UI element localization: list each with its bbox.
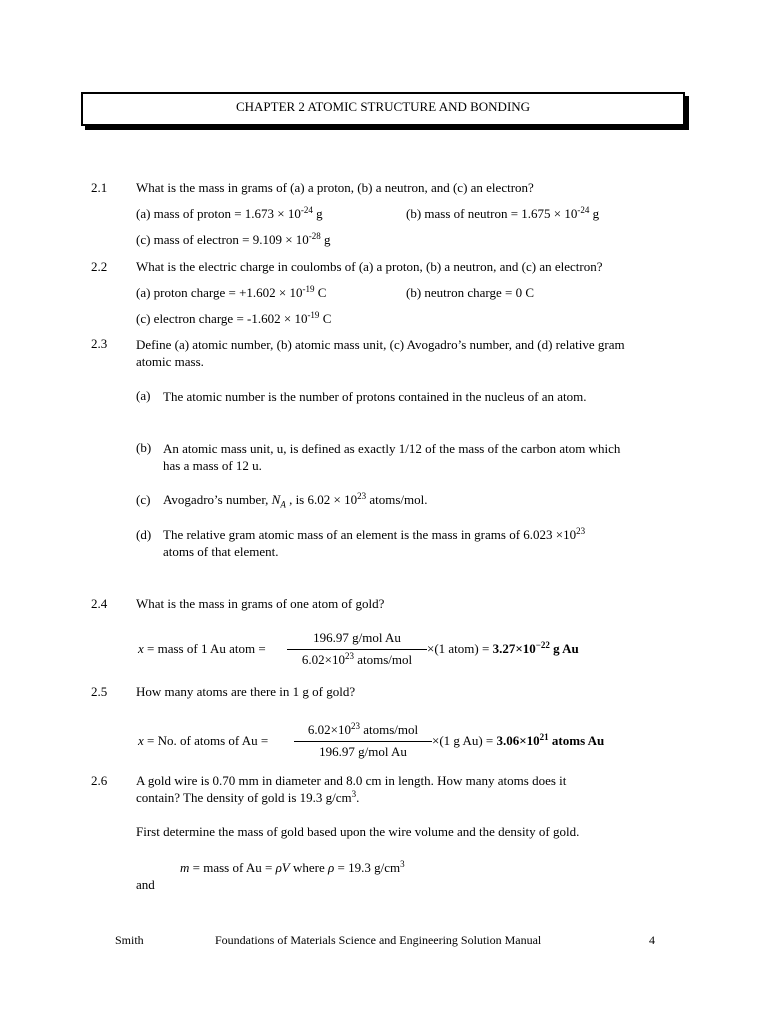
- item-label-d: (d): [136, 527, 152, 542]
- definition-atomic-mass-unit: An atomic mass unit, u, is defined as exactly 1/12 of the mass of the carbon atom which has a mass of 12 u.: [163, 441, 621, 473]
- numerator: $6.02\times 10^{23}$ atoms/mol: [307, 721, 419, 737]
- problem-question: Define (a) atomic number, (b) atomic mass unit, (c) Avogadro’s number, and (d) relative gram atomic mass.: [136, 337, 625, 369]
- problem-number: 2.6: [91, 773, 108, 788]
- footer-author: Smith: [115, 933, 144, 947]
- chapter-header-box: [81, 92, 685, 126]
- problem-question-line2: contain? The density of gold is 19.3 $g/cm^3$.: [136, 789, 360, 805]
- item-label-b: (b): [136, 440, 152, 455]
- footer-title: Foundations of Materials Science and Engineering Solution Manual: [215, 933, 542, 947]
- answer-a: (a) proton charge = $+1.602 \times 10^{-19}$ C: [136, 284, 327, 300]
- equation-result: ×(1 atom) = $3.27\times 10^{-22}$ g Au: [427, 640, 579, 656]
- fraction-bar: [294, 741, 432, 742]
- item-label-a: (a): [136, 388, 151, 403]
- solution-text: First determine the mass of gold based upon the wire volume and the density of gold.: [136, 824, 580, 839]
- equation-lhs: x = mass of 1 Au atom =: [138, 641, 266, 656]
- equation-mass: m = mass of Au = ρV where ρ = 19.3 $g/cm^3$: [180, 859, 405, 875]
- numerator: 196.97 g/mol Au: [313, 630, 401, 645]
- footer-page-number: 4: [649, 933, 655, 947]
- equation-result: ×(1 g $Au) = 3.06\times 10^{21}$ atoms Au: [432, 732, 605, 748]
- item-label-c: (c): [136, 492, 151, 507]
- problem-number: 2.2: [91, 259, 108, 274]
- problem-number: 2.4: [91, 596, 108, 611]
- definition-avogadro: Avogadro’s number, $N_A$ , is $6.02 \times 10^{23}$ atoms/mol.: [163, 491, 428, 510]
- chapter-title: CHAPTER 2 ATOMIC STRUCTURE AND BONDING: [235, 99, 531, 114]
- problem-question: What is the mass in grams of one atom of gold?: [136, 596, 385, 611]
- equation-lhs: x = No. of atoms of Au =: [138, 733, 269, 748]
- definition-gram-atomic-mass: The relative gram atomic mass of an element is the mass in grams of $6.023 \times 10^{23}$: [163, 526, 586, 542]
- problem-number: 2.5: [91, 684, 108, 699]
- denominator: 196.97 g/mol Au: [319, 744, 407, 759]
- definition-gram-atomic-mass-cont: atoms of that element.: [163, 544, 279, 559]
- problem-number: 2.1: [91, 180, 108, 195]
- problem-question: How many atoms are there in 1 g of gold?: [136, 684, 356, 699]
- problem-question: What is the mass in grams of (a) a proton, (b) a neutron, and (c) an electron?: [136, 180, 534, 195]
- answer-b: (b) mass of neutron = $1.675 \times 10^{-24}$ g: [406, 205, 600, 221]
- and-text: and: [136, 877, 155, 892]
- answer-c: (c) electron charge = $-1.602 \times 10^{-19}$ C: [136, 310, 332, 326]
- fraction-bar: [287, 649, 427, 650]
- problem-question: What is the electric charge in coulombs of (a) a proton, (b) a neutron, and (c) an electron?: [136, 259, 603, 274]
- denominator: $6.02\times 10^{23}$ atoms/mol: [301, 651, 413, 667]
- fraction: [287, 630, 427, 670]
- answer-a: (a) mass of proton = $1.673 \times 10^{-24}$ g: [136, 205, 323, 221]
- answer-b: (b) neutron charge = 0 C: [406, 285, 535, 300]
- problem-question-line1: A gold wire is 0.70 mm in diameter and 8.0 cm in length. How many atoms does it: [136, 773, 567, 788]
- answer-c: (c) mass of electron = $9.109 \times 10^{-28}$ g: [136, 231, 331, 247]
- definition-atomic-number: The atomic number is the number of protons contained in the nucleus of an atom.: [163, 389, 587, 404]
- fraction: [294, 722, 432, 762]
- problem-number: 2.3: [91, 336, 108, 351]
